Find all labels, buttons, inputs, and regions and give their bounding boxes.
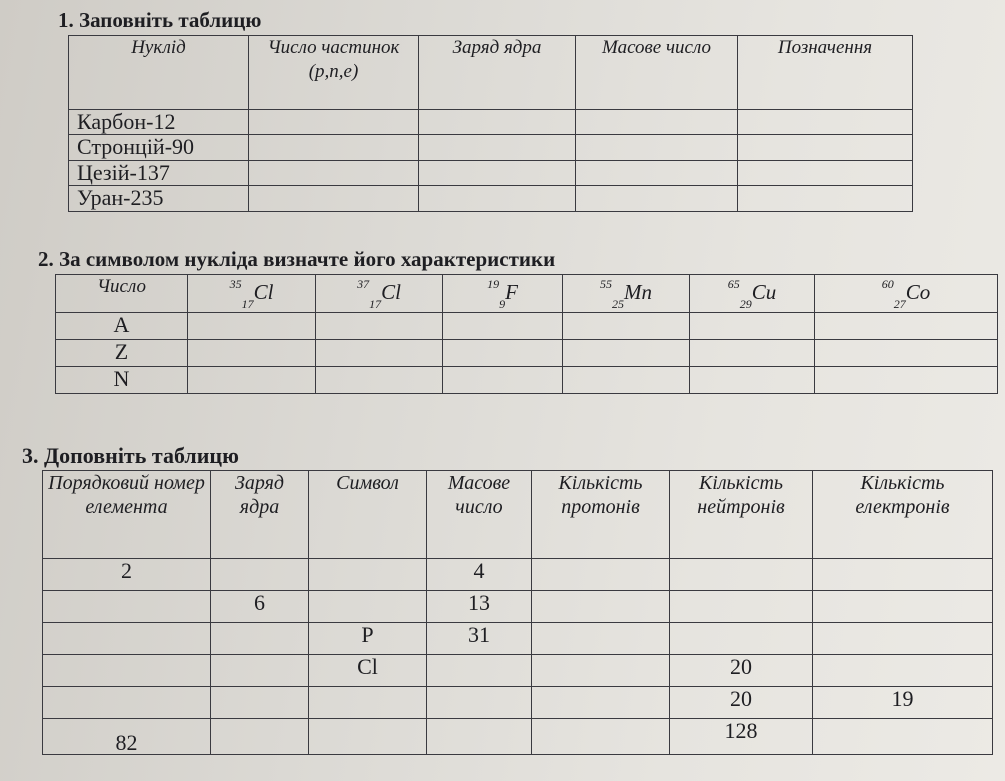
- answer-cell[interactable]: [316, 340, 443, 367]
- cell-charge[interactable]: [211, 655, 309, 687]
- answer-cell[interactable]: [576, 110, 738, 135]
- cell-symbol[interactable]: [309, 559, 427, 591]
- header-charge: Заряд ядра: [419, 36, 576, 110]
- cell-electrons: 19: [813, 687, 993, 719]
- nuclide-symbol: $^{60}_{27}$Co: [815, 275, 998, 313]
- cell-electrons[interactable]: [813, 591, 993, 623]
- answer-cell[interactable]: [419, 110, 576, 135]
- cell-symbol[interactable]: [309, 719, 427, 755]
- cell-ordinal: 82: [43, 719, 211, 755]
- cell-electrons[interactable]: [813, 623, 993, 655]
- header-mass-number: Масове число: [576, 36, 738, 110]
- cell-ordinal[interactable]: [43, 655, 211, 687]
- answer-cell[interactable]: [316, 367, 443, 394]
- answer-cell[interactable]: [249, 110, 419, 135]
- cell-symbol: Cl: [309, 655, 427, 687]
- cell-ordinal[interactable]: [43, 687, 211, 719]
- row-label: N: [56, 367, 188, 394]
- answer-cell[interactable]: [249, 186, 419, 212]
- table-row: [43, 687, 993, 719]
- answer-cell[interactable]: [419, 161, 576, 186]
- cell-mass: 31: [427, 623, 532, 655]
- cell-ordinal[interactable]: [43, 623, 211, 655]
- task1-title: 1. Заповніть таблицю: [58, 8, 262, 32]
- answer-cell[interactable]: [563, 313, 690, 340]
- answer-cell[interactable]: [815, 313, 998, 340]
- table-row: [43, 559, 993, 591]
- task1-header-row: [69, 36, 913, 110]
- answer-cell[interactable]: [316, 313, 443, 340]
- nuclide-symbol: $^{35}_{17}$Cl: [188, 275, 316, 313]
- answer-cell[interactable]: [188, 367, 316, 394]
- header-number: Число: [56, 275, 188, 313]
- table-row: [56, 367, 998, 394]
- cell-ordinal[interactable]: [43, 591, 211, 623]
- task2-table: [55, 274, 998, 394]
- header-notation: Позначення: [738, 36, 913, 110]
- table-row: [69, 161, 913, 186]
- nuclide-symbol: $^{55}_{25}$Mn: [563, 275, 690, 313]
- header-nuclide: Нуклід: [69, 36, 249, 110]
- cell-neutrons[interactable]: [670, 591, 813, 623]
- answer-cell[interactable]: [188, 340, 316, 367]
- cell-symbol[interactable]: [309, 591, 427, 623]
- header-protons: Кількість протонів: [532, 471, 670, 559]
- cell-neutrons[interactable]: [670, 559, 813, 591]
- nuclide-symbol: $^{37}_{17}$Cl: [316, 275, 443, 313]
- answer-cell[interactable]: [690, 367, 815, 394]
- answer-cell[interactable]: [188, 313, 316, 340]
- nuclide-name: Карбон-12: [69, 110, 249, 135]
- cell-neutrons[interactable]: [670, 623, 813, 655]
- cell-neutrons: 20: [670, 655, 813, 687]
- header-neutrons: Кількість нейтронів: [670, 471, 813, 559]
- header-mass-number: Масове число: [427, 471, 532, 559]
- cell-mass: 13: [427, 591, 532, 623]
- answer-cell[interactable]: [419, 135, 576, 161]
- task1-table: [68, 35, 913, 212]
- cell-charge[interactable]: [211, 623, 309, 655]
- answer-cell[interactable]: [249, 161, 419, 186]
- task3-title: 3. Доповніть таблицю: [22, 443, 239, 468]
- cell-electrons[interactable]: [813, 559, 993, 591]
- answer-cell[interactable]: [576, 186, 738, 212]
- row-label: A: [56, 313, 188, 340]
- table-row: [43, 623, 993, 655]
- nuclide-symbol: $^{65}_{29}$Cu: [690, 275, 815, 313]
- cell-mass[interactable]: [427, 719, 532, 755]
- nuclide-name: Стронцій-90: [69, 135, 249, 161]
- table-row: [69, 186, 913, 212]
- cell-protons[interactable]: [532, 719, 670, 755]
- cell-symbol: P: [309, 623, 427, 655]
- answer-cell[interactable]: [443, 313, 563, 340]
- answer-cell[interactable]: [443, 367, 563, 394]
- cell-mass[interactable]: [427, 655, 532, 687]
- answer-cell[interactable]: [690, 313, 815, 340]
- answer-cell[interactable]: [576, 161, 738, 186]
- answer-cell[interactable]: [419, 186, 576, 212]
- cell-charge[interactable]: [211, 687, 309, 719]
- cell-electrons[interactable]: [813, 655, 993, 687]
- answer-cell[interactable]: [563, 340, 690, 367]
- header-symbol: Символ: [309, 471, 427, 559]
- answer-cell[interactable]: [576, 135, 738, 161]
- table-row: [43, 719, 993, 755]
- table-row: [69, 110, 913, 135]
- answer-cell[interactable]: [738, 135, 913, 161]
- cell-neutrons: 128: [670, 719, 813, 755]
- cell-charge[interactable]: [211, 719, 309, 755]
- cell-mass: 4: [427, 559, 532, 591]
- task3-header-row: [43, 471, 993, 559]
- task3-table: [42, 470, 993, 755]
- cell-protons[interactable]: [532, 559, 670, 591]
- cell-protons[interactable]: [532, 687, 670, 719]
- answer-cell[interactable]: [815, 367, 998, 394]
- cell-neutrons: 20: [670, 687, 813, 719]
- answer-cell[interactable]: [738, 161, 913, 186]
- cell-ordinal: 2: [43, 559, 211, 591]
- header-particles: Число частинок (p,n,e): [249, 36, 419, 110]
- table-row: [43, 591, 993, 623]
- answer-cell[interactable]: [249, 135, 419, 161]
- answer-cell[interactable]: [443, 340, 563, 367]
- cell-electrons[interactable]: [813, 719, 993, 755]
- table-row: [69, 135, 913, 161]
- answer-cell[interactable]: [815, 340, 998, 367]
- header-electrons: Кількість електронів: [813, 471, 993, 559]
- task2-title: 2. За символом нукліда визначте його характеристики: [38, 247, 556, 271]
- nuclide-symbol: $^{19}_9$F: [443, 275, 563, 313]
- cell-protons[interactable]: [532, 655, 670, 687]
- task2-header-row: [56, 275, 998, 313]
- cell-protons[interactable]: [532, 623, 670, 655]
- header-ordinal: Порядковий номер елемента: [43, 471, 211, 559]
- header-charge: Заряд ядра: [211, 471, 309, 559]
- table-row: [56, 313, 998, 340]
- answer-cell[interactable]: [690, 340, 815, 367]
- answer-cell[interactable]: [738, 110, 913, 135]
- cell-symbol[interactable]: [309, 687, 427, 719]
- cell-charge[interactable]: [211, 559, 309, 591]
- row-label: Z: [56, 340, 188, 367]
- cell-mass[interactable]: [427, 687, 532, 719]
- answer-cell[interactable]: [563, 367, 690, 394]
- nuclide-name: Уран-235: [69, 186, 249, 212]
- cell-charge: 6: [211, 591, 309, 623]
- answer-cell[interactable]: [738, 186, 913, 212]
- nuclide-name: Цезій-137: [69, 161, 249, 186]
- cell-protons[interactable]: [532, 591, 670, 623]
- table-row: [56, 340, 998, 367]
- table-row: [43, 655, 993, 687]
